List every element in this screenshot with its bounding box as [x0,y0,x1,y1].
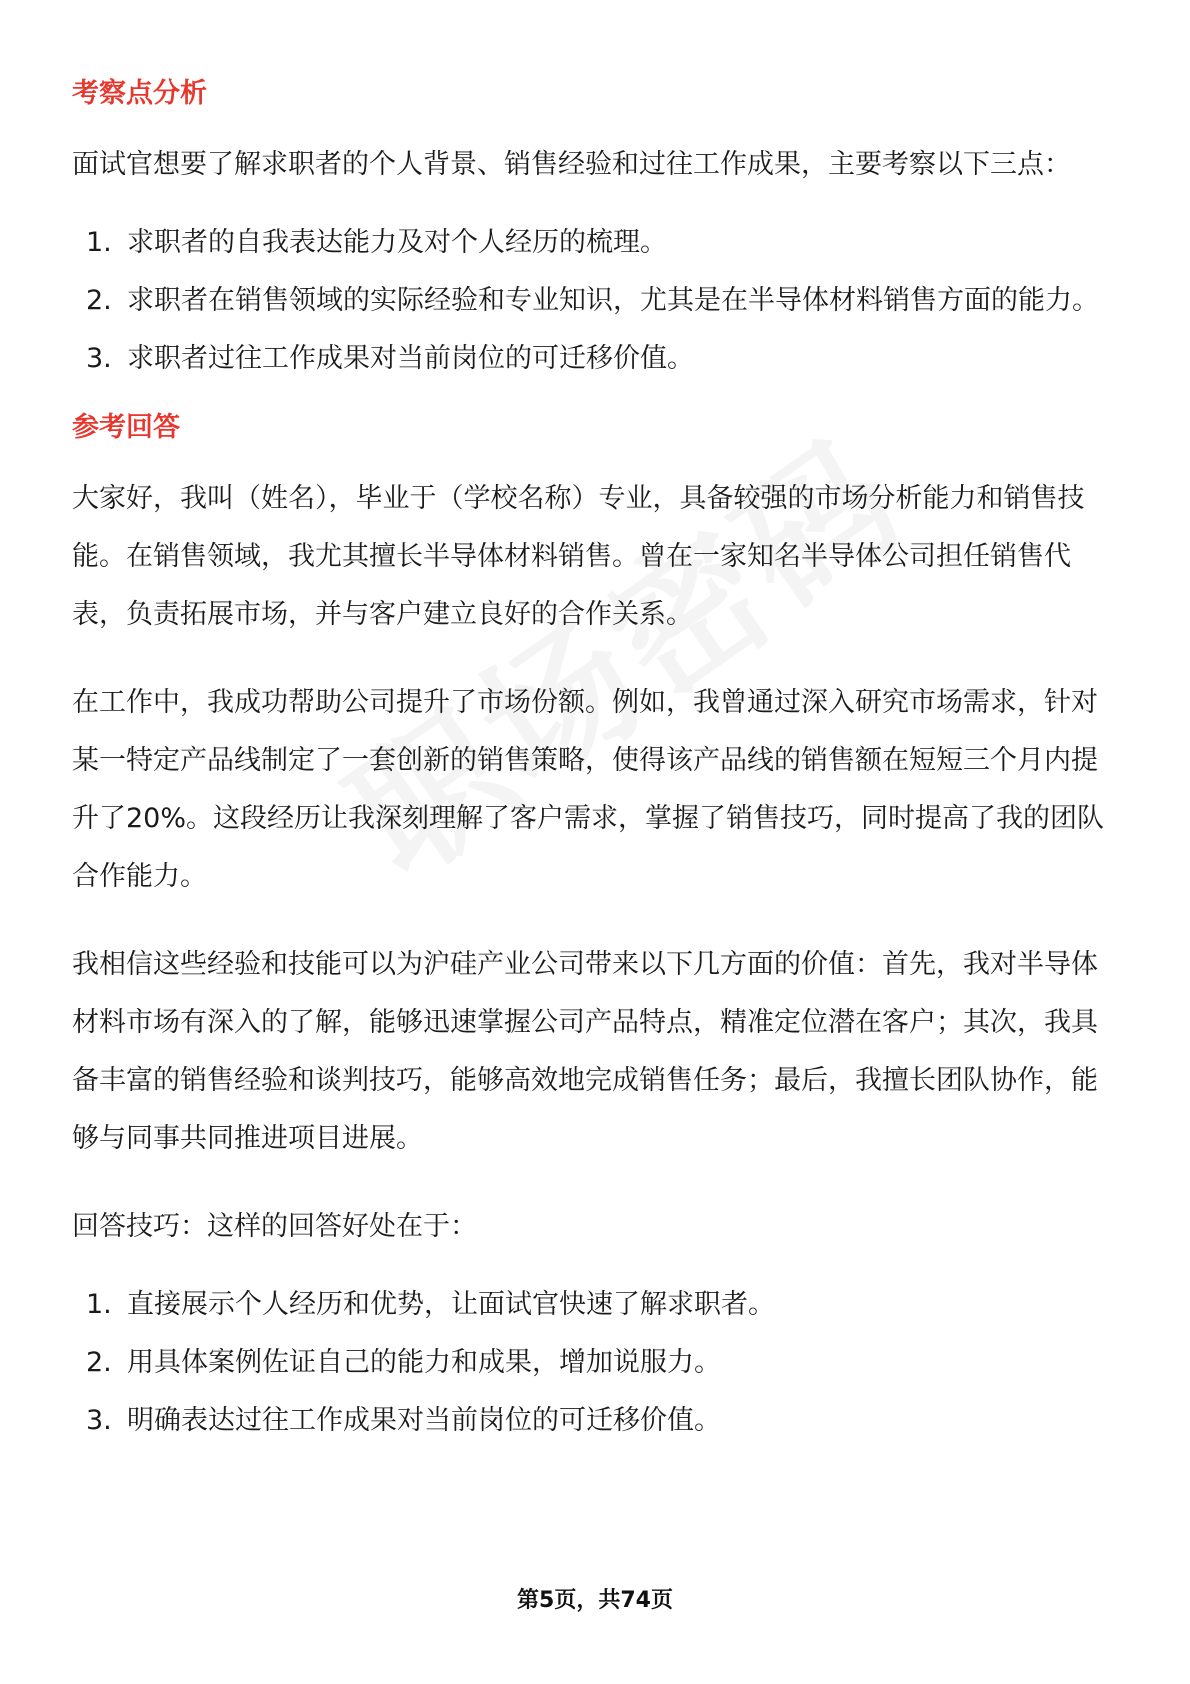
page-number: 第5页，共74页 [517,1588,673,1613]
list-item [72,1334,1122,1392]
list-text: 求职者在销售领域的实际经验和专业知识，尤其是在半导体材料销售方面的能力。 [127,285,1099,316]
tips-intro: 回答技巧：这样的回答好处在于： [72,1211,477,1242]
list-item [72,272,1122,330]
list-item [72,1392,1122,1450]
list-item [72,1276,1122,1334]
list-text: 用具体案例佐证自己的能力和成果，增加说服力。 [127,1347,721,1378]
list-number: 1. [86,227,112,258]
answer-paragraph-1: 大家好，我叫（姓名），毕业于（学校名称）专业，具备较强的市场分析能力和销售技能。在销售领域，我尤其擅长半导体材料销售。曾在一家知名半导体公司担任销售代表，负责拓展市场，并与客户建立良好的合作关系。 [72,483,1085,630]
list-text: 求职者的自我表达能力及对个人经历的梳理。 [127,227,667,258]
list-item [72,330,1122,388]
list-number: 3. [86,343,112,374]
answer-paragraph-2: 在工作中，我成功帮助公司提升了市场份额。例如，我曾通过深入研究市场需求，针对某一特定产品线制定了一套创新的销售策略，使得该产品线的销售额在短短三个月内提升了20%。这段经历让我深刻理解了客户需求，掌握了销售技巧，同时提高了我的团队合作能力。 [72,687,1105,892]
analysis-list [72,214,1122,388]
list-number: 1. [86,1289,112,1320]
list-number: 3. [86,1405,112,1436]
list-text: 直接展示个人经历和优势，让面试官快速了解求职者。 [127,1289,775,1320]
tips-list [72,1276,1122,1450]
answer-paragraph-3: 我相信这些经验和技能可以为沪硅产业公司带来以下几方面的价值：首先，我对半导体材料市场有深入的了解，能够迅速掌握公司产品特点，精准定位潜在客户；其次，我具备丰富的销售经验和谈判技巧，能够高效地完成销售任务；最后，我擅长团队协作，能够与同事共同推进项目进展。 [72,949,1098,1154]
list-text: 求职者过往工作成果对当前岗位的可迁移价值。 [127,343,694,374]
analysis-intro: 面试官想要了解求职者的个人背景、销售经验和过往工作成果，主要考察以下三点： [72,149,1071,180]
page-content [72,74,1122,1450]
section-heading-analysis: 考察点分析 [72,78,207,109]
section-heading-answer: 参考回答 [72,412,180,443]
list-number: 2. [86,285,112,316]
list-text: 明确表达过往工作成果对当前岗位的可迁移价值。 [127,1405,721,1436]
list-item [72,214,1122,272]
list-number: 2. [86,1347,112,1378]
